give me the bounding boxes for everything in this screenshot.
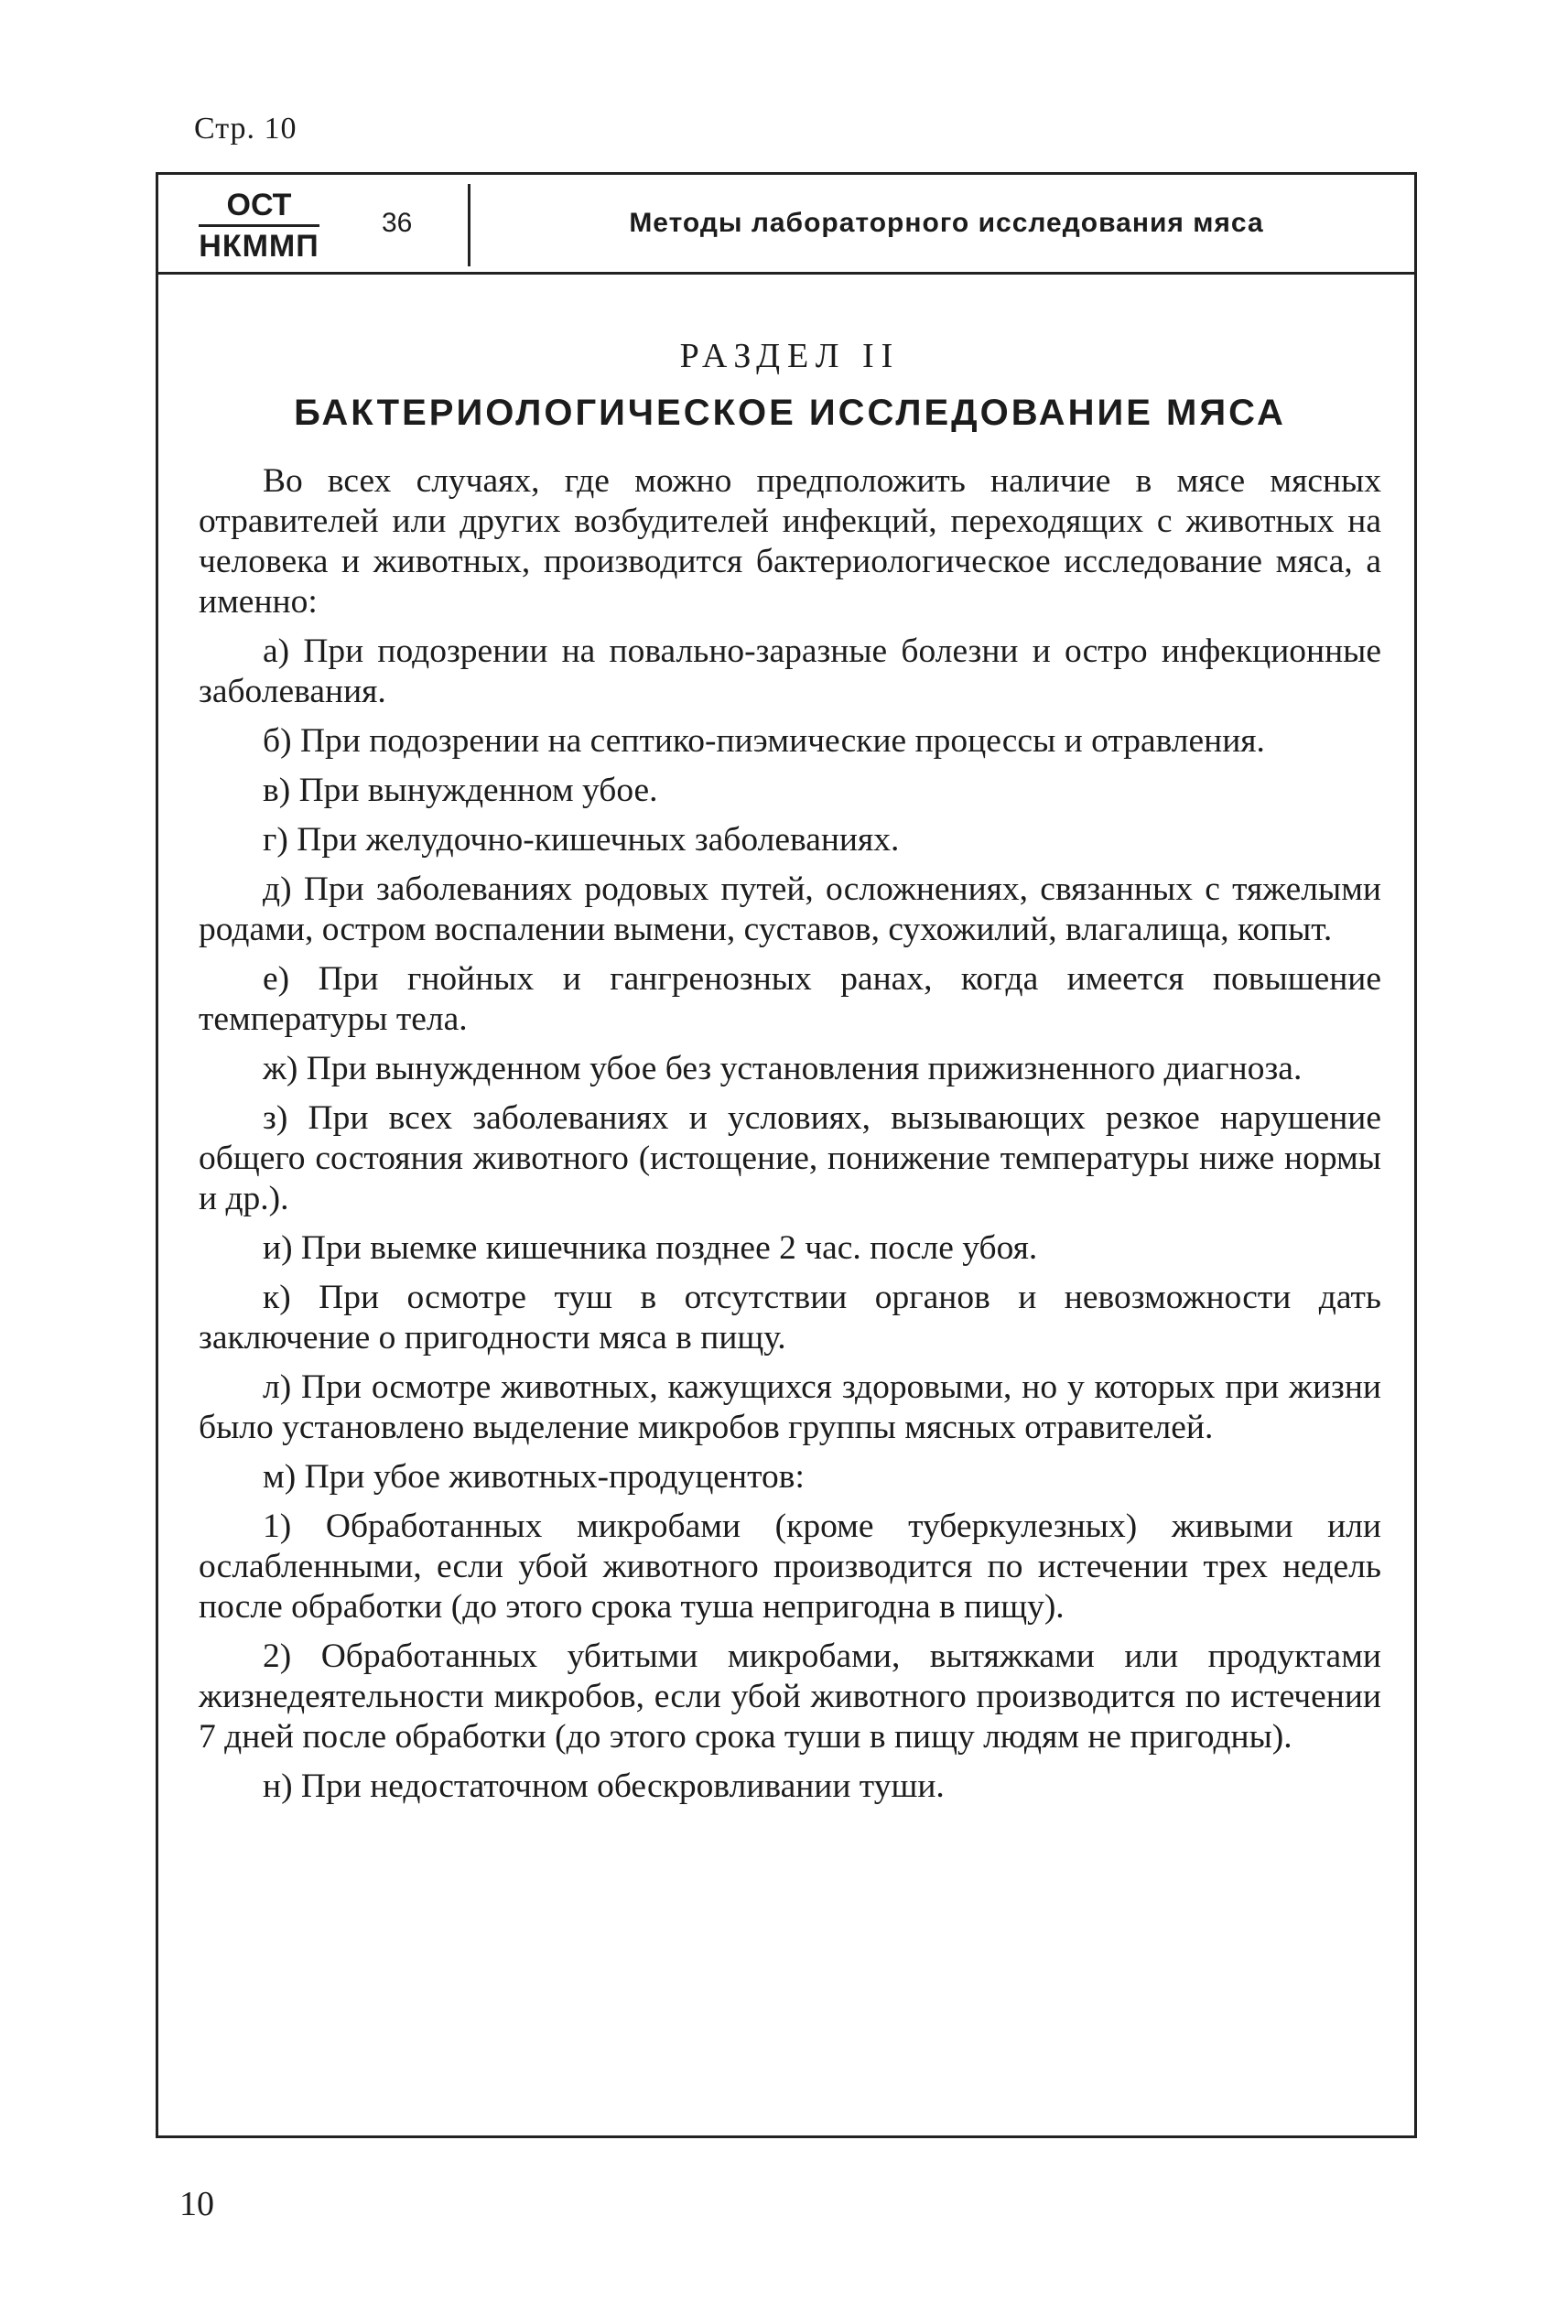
paragraph: м) При убое животных-продуцентов: [263, 1458, 805, 1496]
paragraph: б) При подозрении на септико-пиэмические процессы и отравления. [263, 722, 1265, 760]
paragraph: 1) Обработанных микробами (кроме туберкулезных) живыми или ослабленными, если убой животного производится по истечении трех недель после обработки (до этого срока туша непригодна в пищу). [199, 1508, 1381, 1626]
page-number-bottom: 10 [179, 2185, 214, 2223]
standard-code-top: ОСТ [199, 188, 319, 227]
paragraph: ж) При вынужденном убое без установления прижизненного диагноза. [263, 1050, 1303, 1087]
standard-code [186, 188, 332, 264]
page-frame [156, 172, 1417, 2138]
paragraph-list [199, 461, 1381, 1807]
paragraph: е) При гнойных и гангренозных ранах, когда имеется повышение температуры тела. [199, 960, 1381, 1038]
paragraph: г) При желудочно-кишечных заболеваниях. [263, 821, 900, 859]
main-content [199, 336, 1381, 1816]
document-title: Методы лабораторного исследования мяса [629, 208, 1264, 238]
section-label: РАЗДЕЛ II [679, 337, 901, 375]
section-title: БАКТЕРИОЛОГИЧЕСКОЕ ИССЛЕДОВАНИЕ МЯСА [294, 393, 1286, 433]
standard-number: 36 [382, 208, 413, 238]
paragraph: в) При вынужденном убое. [263, 772, 658, 809]
paragraph: к) При осмотре туш в отсутствии органов и невозможности дать заключение о пригодности мяса в пищу. [199, 1279, 1381, 1357]
paragraph: 2) Обработанных убитыми микробами, вытяжками или продуктами жизнедеятельности микробов, если убой животного производится по истечении 7 дней после обработки (до этого срока туши в пищу людям не пригодны). [199, 1638, 1381, 1756]
document-header [158, 175, 1414, 275]
paragraph: и) При выемке кишечника позднее 2 час. после убоя. [263, 1229, 1038, 1267]
paragraph: Во всех случаях, где можно предположить наличие в мясе мясных отравителей или других возбудителей инфекций, переходящих с животных на человека и животных, производится бактериологическое исследование мяса, а именно: [199, 462, 1381, 621]
page-number-top: Стр. 10 [194, 112, 297, 146]
paragraph: д) При заболеваниях родовых путей, осложнениях, связанных с тяжелыми родами, остром воспалении вымени, суставов, сухожилий, влагалища, копыт. [199, 870, 1381, 948]
paragraph: н) При недостаточном обескровливании туши. [263, 1767, 945, 1805]
paragraph: л) При осмотре животных, кажущихся здоровыми, но у которых при жизни было установлено выделение микробов группы мясных отравителей. [199, 1368, 1381, 1446]
paragraph: а) При подозрении на повально-заразные болезни и остро инфекционные заболевания. [199, 632, 1381, 710]
standard-code-bottom: НКММП [199, 229, 319, 264]
paragraph: з) При всех заболеваниях и условиях, вызывающих резкое нарушение общего состояния животного (истощение, понижение температуры ниже нормы и др.). [199, 1099, 1381, 1217]
header-divider [468, 184, 470, 266]
